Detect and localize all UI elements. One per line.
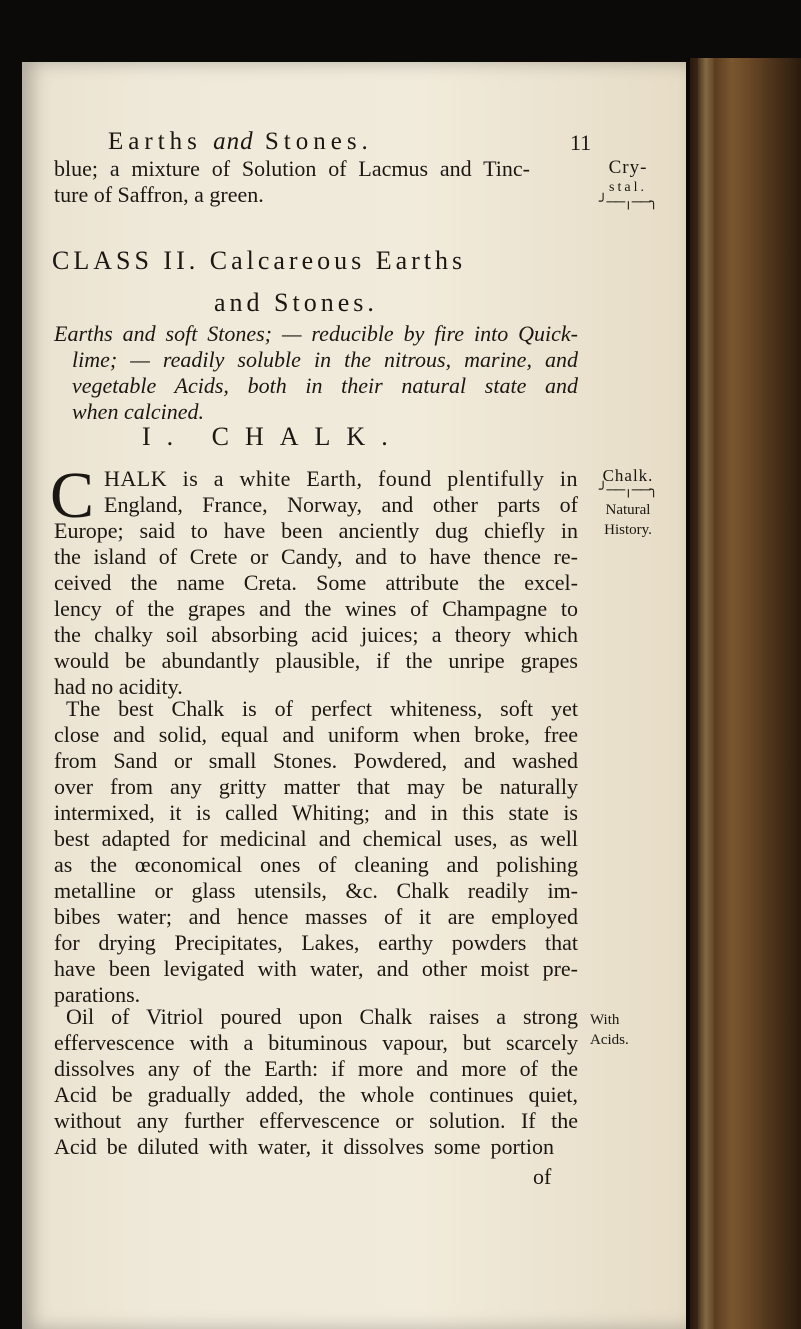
description-line: vegetable Acids, both in their natural state and <box>72 373 578 398</box>
text-line: metalline or glass utensils, &c. Chalk readily im- <box>54 878 578 903</box>
margin-note-line: History. <box>604 522 652 538</box>
running-title-part1: Earths <box>108 128 202 155</box>
text-line: best adapted for medicinal and chemical uses, as well <box>54 826 578 851</box>
section-title: I. CHALK. <box>142 422 404 451</box>
text-line: over from any gritty matter that may be naturally <box>54 774 578 799</box>
text-line: intermixed, it is called Whiting; and in this state is <box>54 800 578 825</box>
margin-note-crystal <box>588 158 668 208</box>
margin-note-chalk <box>584 466 672 540</box>
text-line: The best Chalk is of perfect whiteness, soft yet <box>66 696 578 721</box>
text-line: blue; a mixture of Solution of Lacmus and Tinc- <box>54 156 530 181</box>
brace-ornament: ╯──╷──╮ <box>599 195 657 210</box>
text-line: from Sand or small Stones. Powdered, and washed <box>54 748 578 773</box>
text-line: ceived the name Creta. Some attribute the excel- <box>54 570 578 595</box>
text-line: the island of Crete or Candy, and to have thence re- <box>54 544 578 569</box>
text-line: Oil of Vitriol poured upon Chalk raises a strong <box>66 1004 578 1029</box>
margin-note-line: Acids. <box>590 1032 629 1048</box>
text-line: bibes water; and hence masses of it are employed <box>54 904 578 929</box>
text-line: for drying Precipitates, Lakes, earthy powders that <box>54 930 578 955</box>
brace-ornament: ╯──╷──╮ <box>599 483 657 498</box>
text-line: Acid be diluted with water, it dissolves some portion <box>54 1134 554 1159</box>
description-line: Earths and soft Stones; — reducible by fire into Quick- <box>54 321 578 346</box>
class-subheading: and Stones. <box>214 288 378 317</box>
text-line: Acid be gradually added, the whole continues quiet, <box>54 1082 578 1107</box>
text-line: as the œconomical ones of cleaning and polishing <box>54 852 578 877</box>
description-line: lime; — readily soluble in the nitrous, marine, and <box>72 347 578 372</box>
text-line: effervescence with a bituminous vapour, but scarcely <box>54 1030 578 1055</box>
text-line: without any further effervescence or solution. If the <box>54 1108 578 1133</box>
running-title <box>108 128 373 156</box>
margin-note-line: Chalk. <box>602 466 654 485</box>
margin-note-line: With <box>590 1012 620 1028</box>
text-line: ture of Saffron, a green. <box>54 182 264 207</box>
page-number: 11 <box>570 130 592 155</box>
book-binding-edge <box>686 58 801 1329</box>
text-line: dissolves any of the Earth: if more and more of the <box>54 1056 578 1081</box>
text-line: have been levigated with water, and other moist pre- <box>54 956 578 981</box>
text-line: HALK is a white Earth, found plentifully in <box>104 466 578 491</box>
class-heading: CLASS II. Calcareous Earths <box>52 246 467 275</box>
margin-note-acids <box>590 1010 656 1050</box>
margin-note-line: Natural <box>605 502 651 518</box>
margin-note-line: stal. <box>609 180 647 195</box>
text-line: England, France, Norway, and other parts of <box>104 492 578 517</box>
text-line: had no acidity. <box>54 674 183 699</box>
catchword: of <box>533 1164 552 1189</box>
text-line: Europe; said to have been anciently dug chiefly in <box>54 518 578 543</box>
text-line: lency of the grapes and the wines of Champagne to <box>54 596 578 621</box>
description-line: when calcined. <box>72 399 204 424</box>
drop-cap: C <box>50 459 95 532</box>
text-line: parations. <box>54 982 141 1007</box>
text-line: would be abundantly plausible, if the unripe grapes <box>54 648 578 673</box>
running-title-and: and <box>213 128 254 155</box>
running-title-part2: Stones. <box>264 128 373 155</box>
text-line: close and solid, equal and uniform when broke, free <box>54 722 578 747</box>
margin-note-line: Cry- <box>608 157 648 178</box>
text-line: the chalky soil absorbing acid juices; a theory which <box>54 622 578 647</box>
